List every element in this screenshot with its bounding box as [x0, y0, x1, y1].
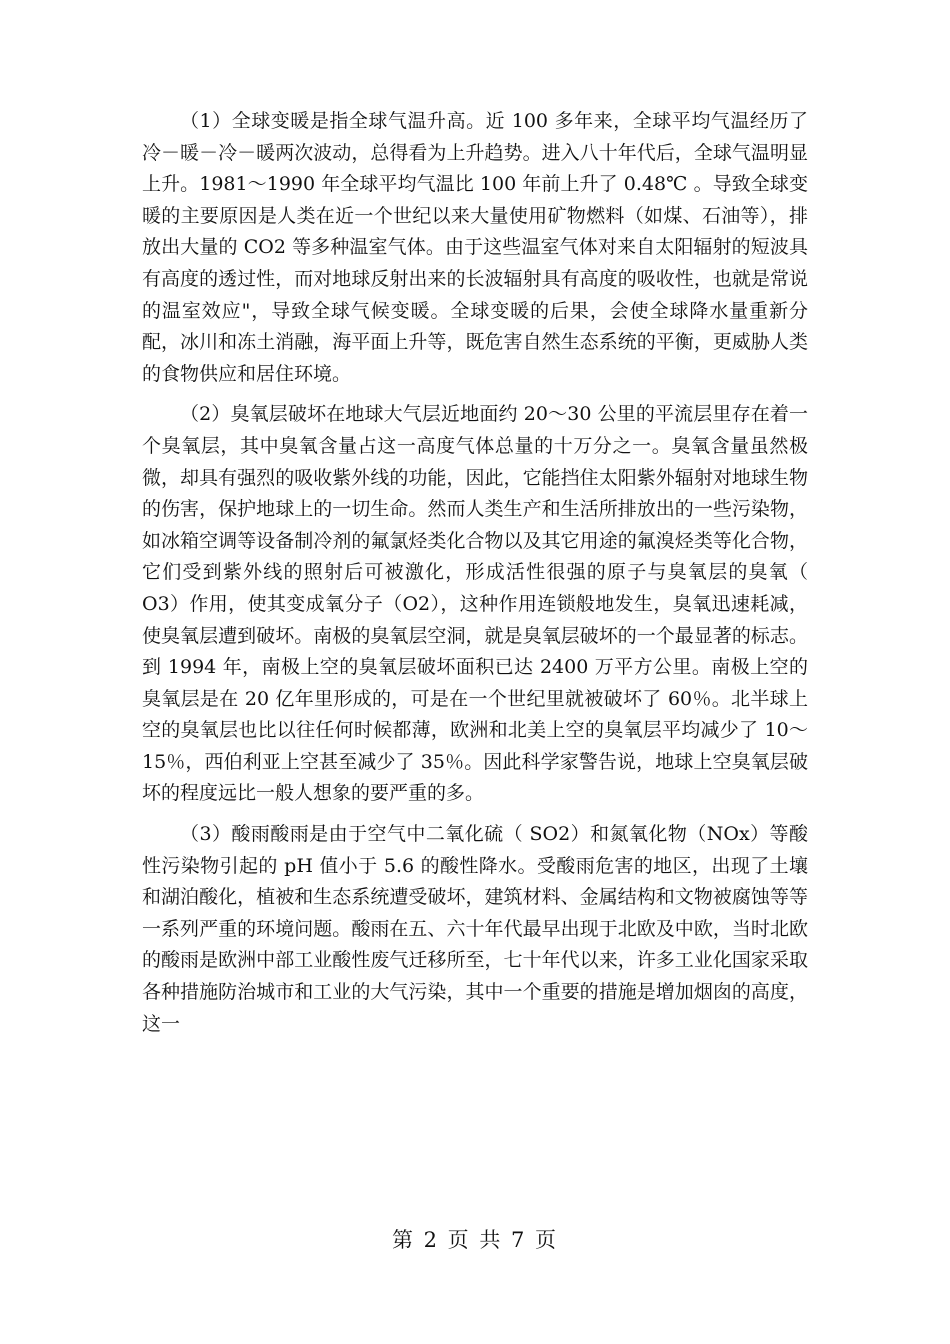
paragraph-acid-rain: （3）酸雨酸雨是由于空气中二氧化硫（ SO2）和氮氧化物（NOx）等酸性污染物引起的 pH 值小于 5.6 的酸性降水。受酸雨危害的地区，出现了土壤和湖泊酸化，植被和生态系统遭受破坏，建筑材料、金属结构和文物被腐蚀等等一系列严重的环境问题。酸雨在五、六十年代最早出现于北欧及中欧，当时北欧的酸雨是欧洲中部工业酸性废气迁移所至，七十年代以来，许多工业化国家采取各种措施防治城市和工业的大气污染，其中一个重要的措施是增加烟囱的高度，这一: [142, 823, 808, 1035]
paragraph-global-warming: （1）全球变暖是指全球气温升高。近 100 多年来，全球平均气温经历了冷－暖－冷－暖两次波动，总得看为上升趋势。进入八十年代后，全球气温明显上升。1981～1990 年全球平均气温比 100 年前上升了 0.48℃ 。导致全球变暖的主要原因是人类在近一个世纪以来大量使用矿物燃料（如煤、石油等），排放出大量的 CO2 等多种温室气体。由于这些温室气体对来自太阳辐射的短波具有高度的透过性，而对地球反射出来的长波辐射具有高度的吸收性，也就是常说的温室效应"，导致全球气候变暖。全球变暖的后果，会使全球降水量重新分配，冰川和冻土消融，海平面上升等，既危害自然生态系统的平衡，更威胁人类的食物供应和居住环境。: [142, 110, 808, 385]
page-number-footer: 第 2 页 共 7 页: [391, 1228, 559, 1252]
document-body: [142, 106, 808, 1049]
paragraph-ozone-depletion: （2）臭氧层破坏在地球大气层近地面约 20～30 公里的平流层里存在着一个臭氧层，其中臭氧含量占这一高度气体总量的十万分之一。臭氧含量虽然极微，却具有强烈的吸收紫外线的功能，因此，它能挡住太阳紫外辐射对地球生物的伤害，保护地球上的一切生命。然而人类生产和生活所排放出的一些污染物，如冰箱空调等设备制冷剂的氟氯烃类化合物以及其它用途的氟溴烃类等化合物，它们受到紫外线的照射后可被激化，形成活性很强的原子与臭氧层的臭氧（ O3）作用，使其变成氧分子（O2），这种作用连锁般地发生，臭氧迅速耗减，使臭氧层遭到破坏。南极的臭氧层空洞，就是臭氧层破坏的一个最显著的标志。到 1994 年，南极上空的臭氧层破坏面积已达 2400 万平方公里。南极上空的臭氧层是在 20 亿年里形成的，可是在一个世纪里就被破坏了 60％。北半球上空的臭氧层也比以往任何时候都薄，欧洲和北美上空的臭氧层平均减少了 10～15％，西伯利亚上空甚至减少了 35％。因此科学家警告说，地球上空臭氧层破坏的程度远比一般人想象的要严重的多。: [142, 403, 808, 805]
